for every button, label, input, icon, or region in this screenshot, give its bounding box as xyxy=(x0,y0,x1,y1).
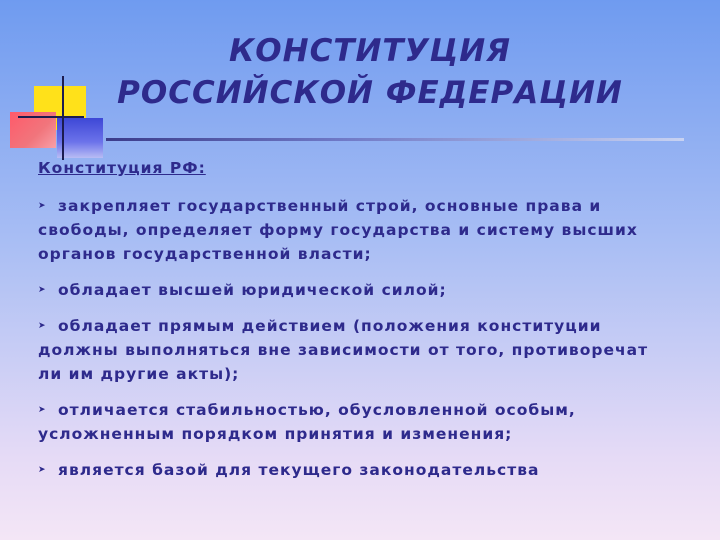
list-item-text: обладает прямым действием (положения конституции должны выполняться вне зависимости от того, противоречат ли им другие акты); xyxy=(38,317,649,383)
decor-short-horizontal-line xyxy=(18,116,84,118)
list-item-text: отличается стабильностью, обусловленной особым, усложненным порядком принятия и изменения; xyxy=(38,401,576,443)
decor-vertical-line xyxy=(62,76,64,160)
list-item xyxy=(38,194,658,266)
arrow-bullet-icon: ➤ xyxy=(38,465,47,475)
list-item-text: является базой для текущего законодательства xyxy=(58,461,540,479)
arrow-bullet-icon: ➤ xyxy=(38,201,47,211)
arrow-bullet-icon: ➤ xyxy=(38,321,47,331)
arrow-bullet-icon: ➤ xyxy=(38,285,47,295)
slide-body xyxy=(38,156,658,494)
list-item-text: обладает высшей юридической силой; xyxy=(58,281,447,299)
list-item xyxy=(38,398,658,446)
list-item xyxy=(38,314,658,386)
arrow-bullet-icon: ➤ xyxy=(38,405,47,415)
list-item xyxy=(38,458,658,482)
list-item-text: закрепляет государственный строй, основные права и свободы, определяет форму государства и систему высших органов государственной власти; xyxy=(38,197,638,263)
slide-title-line-1: КОНСТИТУЦИЯ xyxy=(228,33,512,69)
list-item xyxy=(38,278,658,302)
slide-title xyxy=(70,30,670,114)
body-heading: Конституция РФ: xyxy=(38,159,206,177)
title-underline-divider xyxy=(106,138,684,141)
slide-title-line-2: РОССИЙСКОЙ ФЕДЕРАЦИИ xyxy=(117,75,623,111)
